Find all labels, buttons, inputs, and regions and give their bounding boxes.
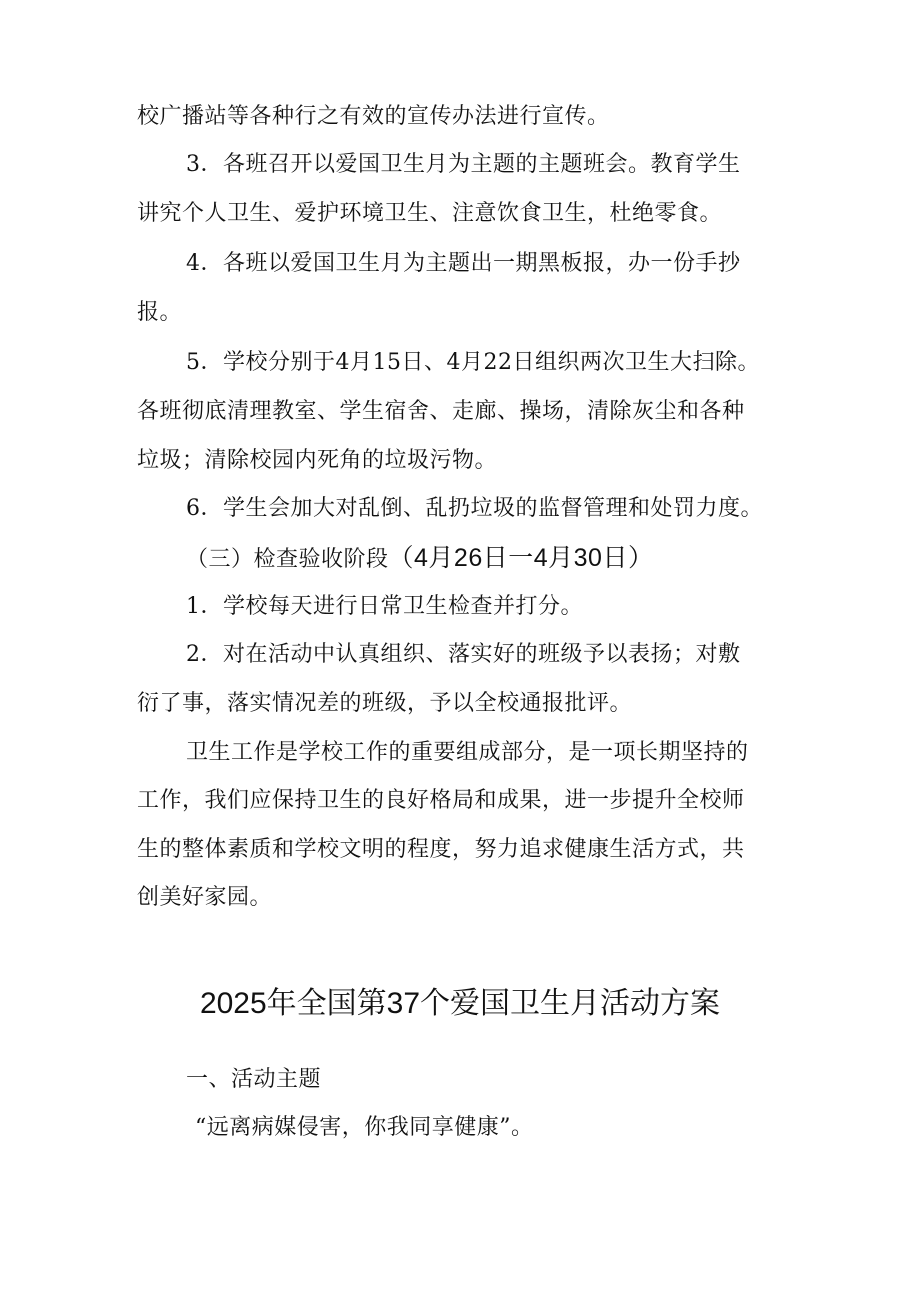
theme-text: “远离病媒侵害，你我同享健康”。 <box>195 1115 534 1140</box>
closing-paragraph-cont: 生的整体素质和学校文明的程度，努力追求健康生活方式，共 <box>137 837 745 862</box>
list-item-5: 5．学校分别于4月15日、4月22日组织两次卫生大扫除。 <box>186 350 760 375</box>
list-item-2: 2．对在活动中认真组织、落实好的班级予以表扬；对敷 <box>186 642 741 667</box>
list-item-1: 1．学校每天进行日常卫生检查并打分。 <box>186 594 583 619</box>
list-item-2-cont: 衍了事，落实情况差的班级，予以全校通报批评。 <box>137 691 633 716</box>
list-item-3: 3．各班召开以爱国卫生月为主题的主题班会。教育学生 <box>186 152 741 177</box>
stage-heading <box>186 543 653 575</box>
stage-dates: （4月26日一4月30日） <box>388 544 654 572</box>
list-item-6: 6．学生会加大对乱倒、乱扔垃圾的监督管理和处罚力度。 <box>186 496 763 521</box>
section-heading: 一、活动主题 <box>186 1067 322 1092</box>
list-item-3-cont: 讲究个人卫生、爱护环境卫生、注意饮食卫生，杜绝零食。 <box>137 201 723 226</box>
closing-paragraph-cont: 工作，我们应保持卫生的良好格局和成果，进一步提升全校师 <box>137 788 745 813</box>
closing-paragraph: 卫生工作是学校工作的重要组成部分，是一项长期坚持的 <box>186 740 749 765</box>
list-item-5-cont: 垃圾；清除校园内死角的垃圾污物。 <box>137 448 498 473</box>
list-item-5-cont: 各班彻底清理教室、学生宿舍、走廊、操场，清除灰尘和各种 <box>137 399 745 424</box>
stage-label: （三）检查验收阶段 <box>186 547 389 572</box>
document-title: 2025年全国第37个爱国卫生月活动方案 <box>199 987 721 1020</box>
closing-paragraph-cont: 创美好家园。 <box>137 885 273 910</box>
list-item-4-cont: 报。 <box>137 300 183 325</box>
list-item-4: 4．各班以爱国卫生月为主题出一期黑板报，办一份手抄 <box>186 251 741 276</box>
paragraph-line: 校广播站等各种行之有效的宣传办法进行宣传。 <box>137 104 610 129</box>
